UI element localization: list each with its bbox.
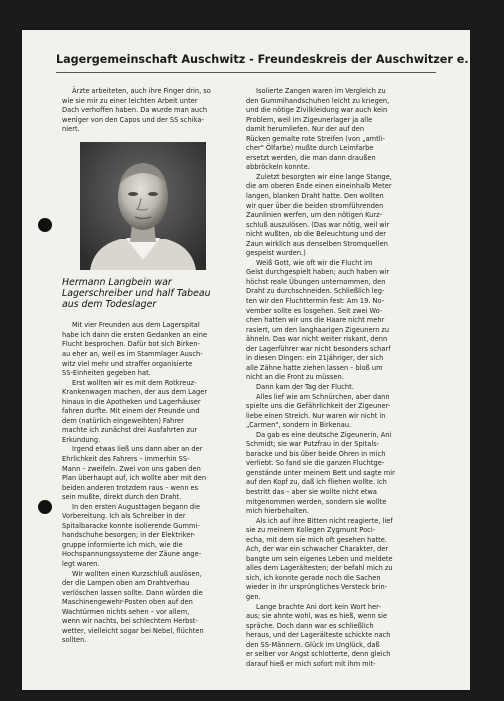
paragraph: Da gab es eine deutsche Zigeunerin, Ani Schmidt; sie war Putzfrau in der Spitals- baracke und bis über beide Ohren in mich verliebt. So fand sie die ganzen Fluchtge- genstände unter meinem Bett und sagte mir auf den Kopf zu, daß ich fliehen wollte. Ich bestritt das – aber sie wollte nicht etwa mitgenommen werden, sondern sie wollte mich hierbehalten. xyxy=(246,429,395,516)
right-column xyxy=(246,86,422,668)
page-header xyxy=(56,52,493,66)
photo-caption: Hermann Langbein war Lagerschreiber und half Tabeau aus dem Todeslager xyxy=(62,276,211,311)
paragraph: Alles lief wie am Schnürchen, aber dann spielte uns die Gefährlichkeit der Zigeuner- liebe einen Streich. Nur waren wir nicht in „Carmen", sondern in Birkenau. xyxy=(246,391,391,430)
left-column xyxy=(62,86,238,645)
paragraph: Weiß Gott, wie oft wir die Flucht im Geist durchgespielt haben; auch haben wir höchst reale Übungen unternommen, den Draht zu durchschneiden. Schließlich leg- ten wir den Fluchttermin fest: Am 19. No- vember sollte es losgehen. Seit zwei Wo- chen hatten wir uns die Haare nicht mehr rasiert, um den langhaarigen Zigeunern zu ähneln. Das war nicht weiter riskant, denn der Lagerführer war nicht besonders scharf in diesen Dingen: ein 21jähriger, der sich alle Zähne hatte ziehen lassen – bloß um nicht an die Front zu müssen. xyxy=(246,257,391,382)
paragraph: Als ich auf ihre Bitten nicht reagierte, lief sie zu meinem Kollegen Zygmunt Poci- echa, mit dem sie mich oft gesehen hatte. Ach, der war ein schwacher Charakter, der bangte um sein eigenes Leben und meldete alles dem Lagerältesten; der befahl mich zu sich, ich konnte gerade noch die Sachen wieder in ihr ursprüngliches Versteck brin- gen. xyxy=(246,515,393,601)
portrait-image xyxy=(80,142,206,270)
paragraph: Wir wollten einen Kurzschluß auslösen, der die Lampen oben am Drahtverhau verlöschen lassen sollte. Dann würden die Maschinengewehr-Posten oben auf den Wachtürmen nichts sehen – vor allem, wenn wir nachts, bei schlechtem Herbst- wetter, vielleicht sogar bei Nebel, flüchten sollten. xyxy=(62,568,204,645)
paragraph: In den ersten Augusttagen begann die Vorbereitung. Ich als Schreiber in der Spitalbaracke konnte isolierende Gummi- handschuhe besorgen; in der Elektriker- gruppe informierte ich mich, wie die Hochspannungssysteme der Zäune ange- legt waren. xyxy=(62,501,202,569)
paragraph: Irgend etwas ließ uns dann aber an der Ehrlichkeit des Fahrers – immerhin SS- Mann – zweifeln. Zwei von uns gaben den Plan überhaupt auf, ich wollte aber mit den beiden anderen trotzdem raus – wenn es sein mußte, direkt durch den Draht. xyxy=(62,444,207,502)
paragraph: Mit vier Freunden aus dem Lagerspital habe ich dann die ersten Gedanken an eine Flucht besprochen. Dafür bot sich Birken- au eher an, weil es im Stammlager Ausch- witz viel mehr und straffer organisierte SS-Einheiten gegeben hat. xyxy=(62,320,208,378)
punch-hole xyxy=(38,500,52,514)
paragraph: Isolierte Zangen waren im Vergleich zu den Gummihandschuhen leicht zu kriegen, und die nötige Zivilkleidung war auch kein Problem, weil im Zigeunerlager ja alle damit herumliefen. Nur der auf den Rücken gemalte rote Streifen (von „amtli- cher" Ölfarbe) mußte durch Leimfarbe ersetzt werden, die man dann draußen abbröckeln konnte. xyxy=(246,86,390,172)
paragraph: Dann kam der Tag der Flucht. xyxy=(256,381,354,391)
punch-hole xyxy=(38,218,52,232)
paragraph: Erst wollten wir es mit dem Rotkreuz- Krankenwagen machen, der aus dem Lager hinaus in die Apotheken und Lagerhäuser fahren durfte. Mit einem der Freunde und dem (natürlich eingeweihten) Fahrer machte ich zunächst drei Ausfahrten zur Erkundung. xyxy=(62,377,208,444)
header-title: Lagergemeinschaft Auschwitz - Freundeskreis der Auschwitzer e. V. xyxy=(56,53,484,66)
paragraph: Ärzte arbeiteten, auch ihre Finger drin, so wie sie mir zu einer leichten Arbeit unter Dach verhoffen haben. Da wurde man auch weniger von den Capos und der SS schika- niert. xyxy=(62,86,211,134)
page-number: 7 xyxy=(483,52,493,66)
paragraph: Lange brachte Ani dort kein Wort her- aus; sie ahnte wohl, was es hieß, wenn sie spräche. Doch dann war es schließlich heraus, und der Lagerälteste schickte nach den SS-Männern. Glück im Unglück, daß er selber vor Angst schlotterte, denn gleich darauf hieß er mich sofort mit ihm mit- xyxy=(246,601,391,668)
paragraph: Zuletzt besorgten wir eine lange Stange, die am oberen Ende einen eineinhalb Meter langen, blanken Draht hatte. Den wollten wir quer über die beiden stromführenden Zaunlinien werfen, um den nötigen Kurz- schluß auszulösen. (Das war nötig, weil wir nicht wußten, ob die Beleuchtung und der Zaun wirklich aus denselben Stromquellen gespeist wurden.) xyxy=(246,171,392,258)
header-rule xyxy=(56,72,436,73)
portrait-photo xyxy=(80,142,206,270)
